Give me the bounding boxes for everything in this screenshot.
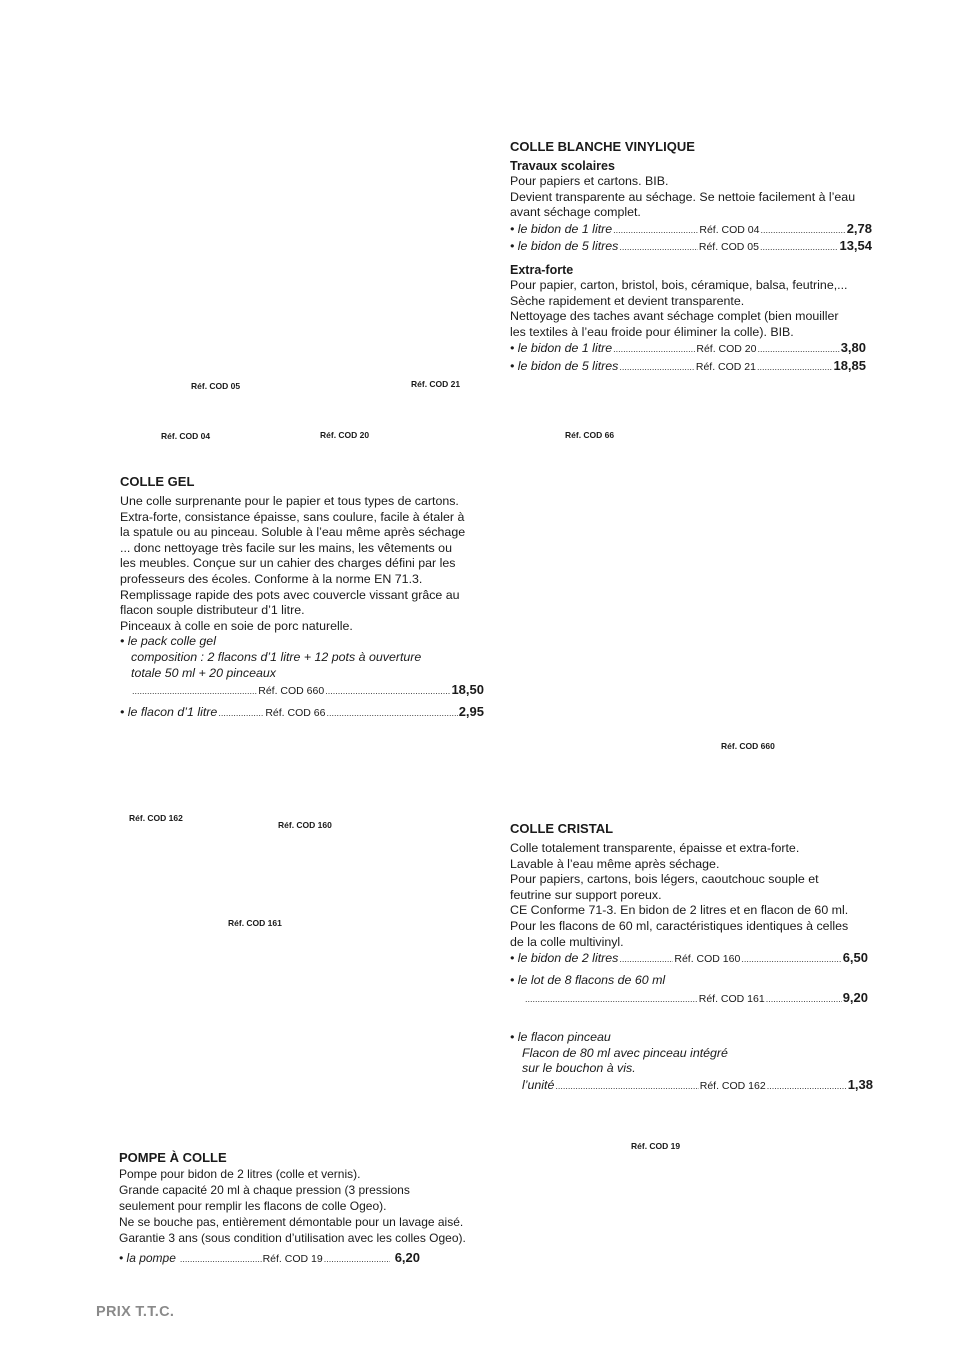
price-line: [119, 1250, 420, 1267]
description-line: de la colle multivinyl.: [510, 934, 624, 949]
leader-dots: [760, 240, 839, 256]
item-ref: Réf. COD 66: [265, 706, 326, 719]
image-caption: Réf. COD 05: [191, 381, 241, 391]
image-caption: Réf. COD 66: [565, 430, 615, 440]
item-price: 6,50: [842, 950, 868, 966]
price-line: [120, 704, 484, 722]
description-line: flacon souple distributeur d’1 litre.: [120, 603, 305, 618]
description-line: Pinceaux à colle en soie de porc naturelle.: [120, 618, 353, 633]
item-price: 1,38: [847, 1076, 873, 1092]
price-line: [120, 682, 484, 700]
description-line: Pour papier, carton, bristol, bois, céramique, balsa, feutrine,...: [510, 277, 848, 292]
price-line: [510, 340, 866, 358]
leader-dots: [132, 684, 257, 700]
description-line: Extra-forte, consistance épaisse, sans coulure, facile à étaler à: [120, 509, 465, 524]
item-detail: Flacon de 80 ml avec pinceau intégré: [522, 1045, 728, 1060]
image-caption: Réf. COD 162: [129, 813, 183, 823]
description-line: Pour les flacons de 60 ml, caractéristiques identiques à celles: [510, 918, 849, 933]
leader-dots: [613, 223, 698, 239]
leader-dots: [218, 706, 264, 722]
item-ref: Réf. COD 162: [699, 1079, 766, 1092]
description-line: Colle totalement transparente, épaisse et extra-forte.: [510, 841, 800, 855]
price-line: [510, 990, 868, 1008]
description-line: Pour papiers et cartons. BIB.: [510, 174, 669, 188]
item-detail: composition : 2 flacons d’1 litre + 12 pots à ouverture: [131, 649, 422, 664]
item-price: 18,85: [833, 357, 867, 373]
section-title: COLLE GEL: [120, 474, 195, 489]
subsection-title: Extra-forte: [510, 262, 574, 277]
item-label: • le lot de 8 flacons de 60 ml: [510, 972, 666, 987]
section-colle-gel: [120, 474, 484, 721]
image-caption: Réf. COD 04: [161, 431, 211, 441]
item-ref: Réf. COD 21: [695, 360, 756, 373]
item-price: 6,20: [394, 1250, 420, 1265]
description-line: les textiles à l’eau froide pour éliminer la colle). BIB.: [510, 324, 794, 339]
leader-dots: [760, 223, 845, 239]
price-line: [510, 1077, 873, 1095]
section-colle-cristal: [510, 821, 872, 1094]
leader-dots: [767, 1079, 847, 1095]
item-ref: Réf. COD 160: [674, 953, 741, 966]
item-price: 9,20: [842, 990, 868, 1006]
leader-dots: [619, 952, 673, 968]
footer-price-note: PRIX T.T.C.: [96, 1304, 175, 1320]
leader-dots: [741, 952, 841, 968]
description-line: Lavable à l’eau même après séchage.: [510, 856, 720, 871]
subsection-title: Travaux scolaires: [510, 159, 615, 173]
section-pompe-colle: [119, 1150, 484, 1267]
description-line: CE Conforme 71-3. En bidon de 2 litres et en flacon de 60 ml.: [510, 903, 849, 918]
leader-dots: [525, 992, 698, 1008]
price-line: [510, 358, 866, 376]
item-detail: totale 50 ml + 20 pinceaux: [131, 665, 276, 680]
item-ref: Réf. COD 05: [698, 241, 759, 254]
item-price: 13,54: [839, 238, 873, 254]
leader-dots: [619, 240, 698, 256]
description-line: feutrine sur support poreux.: [510, 887, 662, 902]
price-line: [510, 221, 872, 239]
description-line: professeurs des écoles. Conforme à la norme EN 71.3.: [120, 571, 423, 586]
price-line: [510, 238, 872, 256]
description-line: Devient transparente au séchage. Se nettoie facilement à l’eau: [510, 189, 856, 204]
item-label: • le bidon de 5 litres: [510, 239, 619, 254]
section-title: COLLE CRISTAL: [510, 821, 614, 836]
image-caption: Réf. COD 660: [721, 741, 775, 751]
item-label: • le bidon de 5 litres: [510, 358, 619, 373]
image-caption: Réf. COD 161: [228, 918, 282, 928]
leader-dots: [555, 1079, 698, 1095]
item-ref: Réf. COD 19: [262, 1253, 323, 1265]
item-ref: Réf. COD 161: [698, 993, 765, 1006]
description-line: Remplissage rapide des pots avec couvercle vissant grâce au: [120, 587, 460, 602]
item-ref: Réf. COD 660: [258, 685, 325, 698]
item-price: 3,80: [840, 340, 867, 356]
description-line: Sèche rapidement et devient transparente.: [510, 293, 745, 308]
description-line: Pour papiers, cartons, bois légers, caoutchouc souple et: [510, 872, 819, 887]
item-label: • la pompe: [119, 1251, 176, 1265]
description-line: Nettoyage des taches avant séchage complet (bien mouiller: [510, 309, 839, 324]
item-price: 2,78: [846, 220, 873, 236]
leader-dots: [326, 706, 457, 722]
item-label: • le flacon pinceau: [510, 1029, 611, 1044]
price-line: [510, 950, 868, 968]
item-label: l’unité: [522, 1077, 555, 1092]
description-line: avant séchage complet.: [510, 205, 641, 220]
item-detail: sur le bouchon à vis.: [522, 1061, 636, 1076]
description-line: Grande capacité 20 ml à chaque pression (3 pressions: [119, 1183, 410, 1197]
description-line: les meubles. Conçue sur un cahier des charges défini par les: [120, 556, 456, 571]
item-label: • le bidon de 2 litres: [510, 951, 619, 966]
description-line: Ne se bouche pas, entièrement démontable pour un lavage aisé.: [119, 1215, 464, 1229]
leader-dots: [325, 684, 450, 700]
image-caption: Réf. COD 21: [411, 379, 461, 389]
item-price: 2,95: [458, 703, 484, 719]
item-label: • le bidon de 1 litre: [510, 341, 613, 356]
leader-dots: [180, 1251, 262, 1267]
item-price: 18,50: [451, 682, 484, 698]
description-line: Une colle surprenante pour le papier et tous types de cartons.: [120, 494, 459, 508]
item-label: • le bidon de 1 litre: [510, 221, 613, 236]
section-title: POMPE À COLLE: [119, 1150, 227, 1165]
image-caption: Réf. COD 160: [278, 820, 332, 830]
section-title: COLLE BLANCHE VINYLIQUE: [510, 139, 695, 154]
leader-dots: [757, 360, 833, 376]
section-colle-blanche: [510, 139, 872, 376]
item-label: • le pack colle gel: [120, 634, 216, 649]
image-caption: Réf. COD 19: [631, 1141, 681, 1151]
item-ref: Réf. COD 20: [696, 343, 757, 356]
leader-dots: [619, 360, 695, 376]
item-label: • le flacon d’1 litre: [120, 704, 218, 719]
leader-dots: [613, 342, 695, 358]
description-line: Garantie 3 ans (sous condition d’utilisation avec les colles Ogeo).: [119, 1231, 466, 1245]
leader-dots: [757, 342, 839, 358]
description-line: ... donc nettoyage très facile sur les mains, les vêtements ou: [120, 540, 452, 555]
leader-dots: [324, 1251, 390, 1267]
description-line: seulement pour remplir les flacons de colle Ogeo).: [119, 1199, 387, 1213]
image-caption: Réf. COD 20: [320, 430, 370, 440]
description-line: la spatule ou au pinceau. Soluble à l’eau même après séchage: [120, 525, 466, 540]
item-ref: Réf. COD 04: [699, 223, 760, 236]
description-line: Pompe pour bidon de 2 litres (colle et vernis).: [119, 1167, 361, 1181]
leader-dots: [766, 992, 842, 1008]
